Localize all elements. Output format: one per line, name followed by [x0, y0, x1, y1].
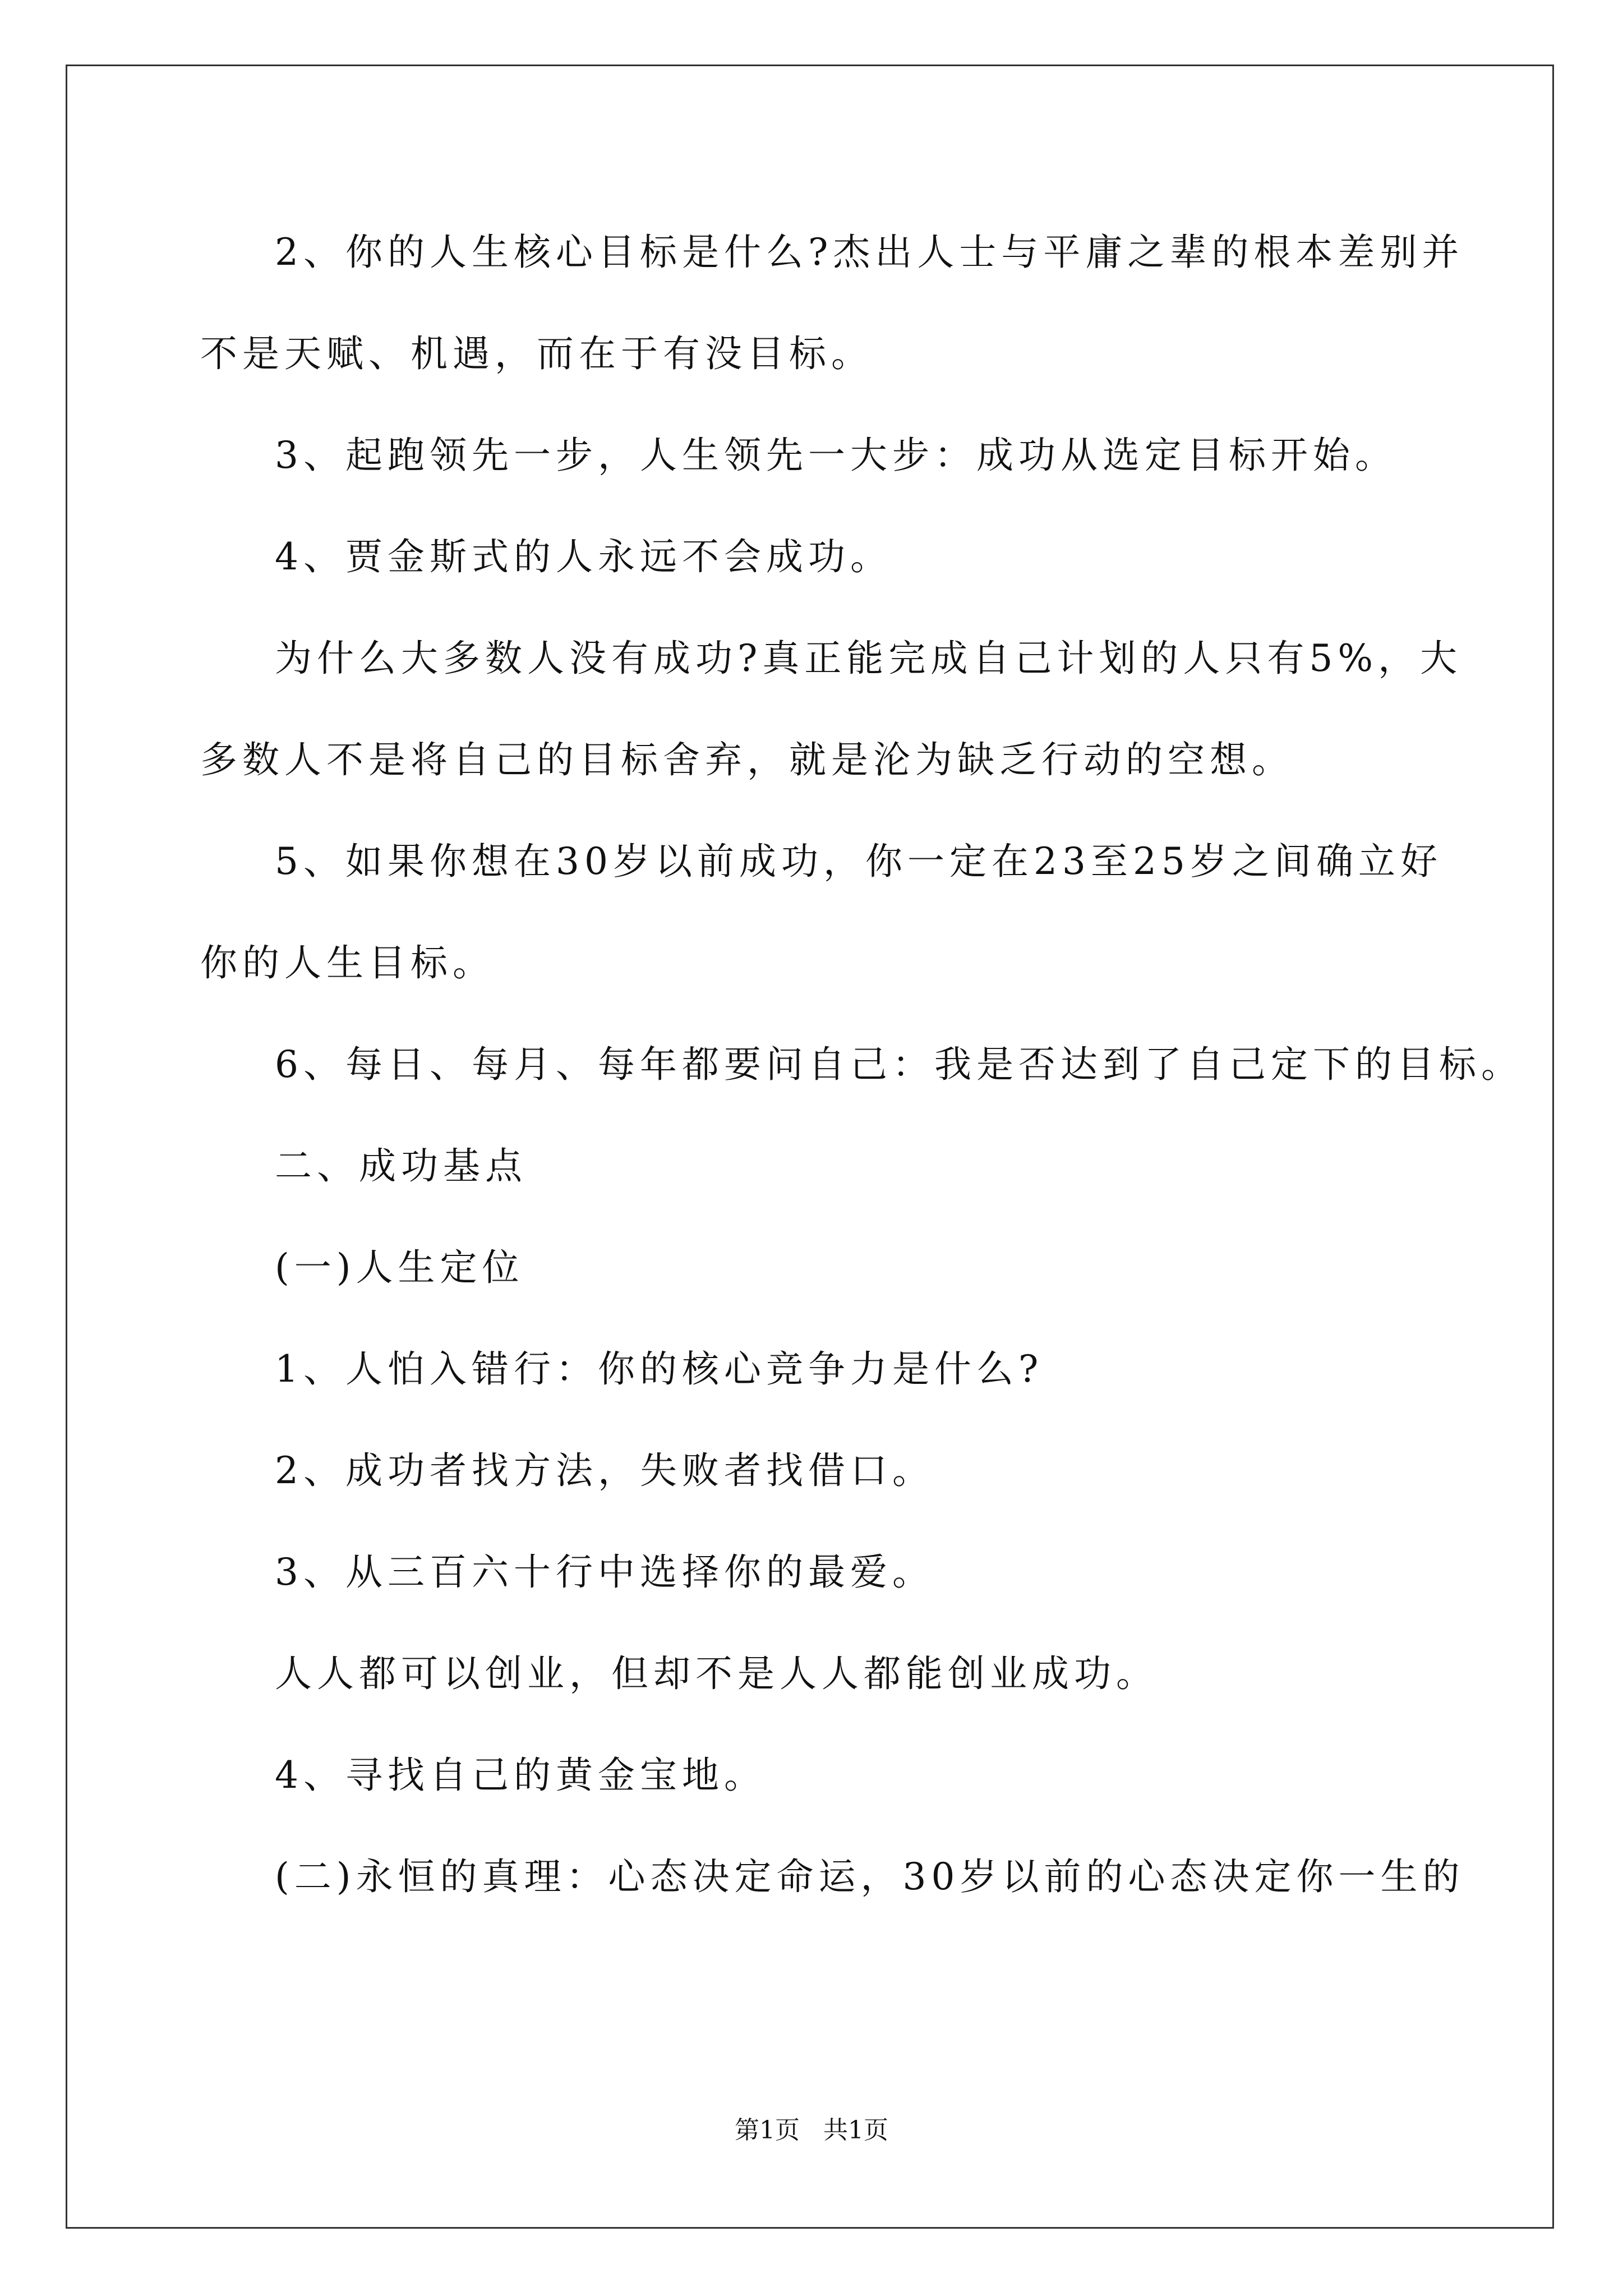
- text-line: 2、你的人生核心目标是什么?杰出人士与平庸之辈的根本差别并: [275, 231, 1464, 274]
- subsection-heading: (一)人生定位: [275, 1246, 524, 1289]
- text-line: 人人都可以创业，但却不是人人都能创业成功。: [275, 1652, 1158, 1695]
- text-line: 6、每日、每月、每年都要问自己：我是否达到了自己定下的目标。: [275, 1043, 1523, 1086]
- text-line: 4、寻找自己的黄金宝地。: [275, 1754, 766, 1797]
- text-line: 为什么大多数人没有成功?真正能完成自己计划的人只有5%，大: [275, 637, 1463, 680]
- section-heading: 二、成功基点: [275, 1144, 527, 1188]
- text-line: 5、如果你想在30岁以前成功，你一定在23至25岁之间确立好: [275, 840, 1442, 883]
- text-line: 2、成功者找方法，失败者找借口。: [275, 1449, 934, 1492]
- text-line: 3、从三百六十行中选择你的最爱。: [275, 1550, 934, 1594]
- subsection-heading: (二)永恒的真理：心态决定命运，30岁以前的心态决定你一生的: [275, 1855, 1465, 1898]
- text-line: 你的人生目标。: [200, 941, 495, 984]
- page-footer: 第1页 共1页: [735, 2116, 888, 2145]
- text-line: 多数人不是将自己的目标舍弃，就是沦为缺乏行动的空想。: [200, 738, 1294, 781]
- text-line: 4、贾金斯式的人永远不会成功。: [275, 535, 892, 578]
- text-line: 3、起跑领先一步，人生领先一大步：成功从选定目标开始。: [275, 434, 1397, 477]
- text-line: 1、人怕入错行：你的核心竞争力是什么?: [275, 1347, 1044, 1391]
- text-line: 不是天赋、机遇，而在于有没目标。: [200, 332, 873, 375]
